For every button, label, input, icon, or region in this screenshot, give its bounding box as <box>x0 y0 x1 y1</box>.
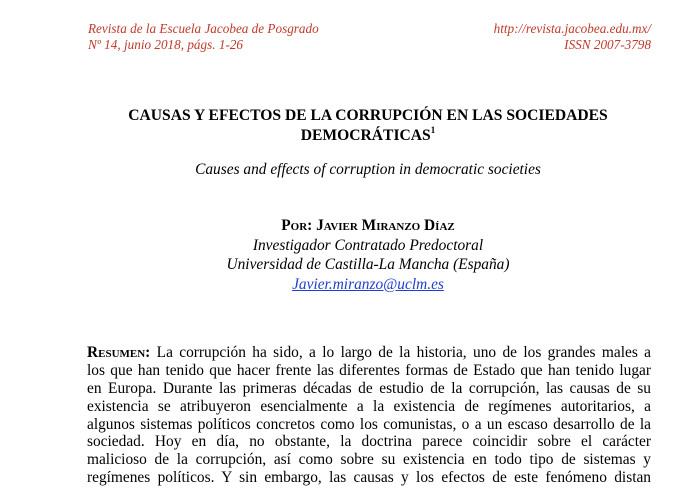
author-block <box>100 216 636 294</box>
author-position: Investigador Contratado Predoctoral <box>252 236 484 254</box>
title-line-1: CAUSAS Y EFECTOS DE LA CORRUPCIÓN EN LAS SOCIEDADES <box>128 107 608 124</box>
author-institution: Universidad de Castilla-La Mancha (España) <box>226 256 510 273</box>
title-line-2-text: DEMOCRÁTICAS <box>300 127 431 144</box>
abstract-line: malicioso de la corrupción, así como sobre su existencia en todo tipo de sistemas y <box>87 451 651 469</box>
author-email-link[interactable]: Javier.miranzo@uclm.es <box>292 275 444 293</box>
issn: ISSN 2007-3798 <box>564 37 651 52</box>
footnote-marker[interactable]: 1 <box>430 125 436 135</box>
abstract <box>87 344 651 487</box>
running-header-left <box>88 21 319 53</box>
abstract-line: algunos sistemas políticos concretos como los comunistas, o a un escaso desarrollo de la <box>87 415 651 433</box>
paper-title <box>100 106 636 146</box>
abstract-line-1 <box>87 344 651 362</box>
abstract-line: en Europa. Durante las primeras décadas de estudio de la corrupción, las causas de su <box>87 379 651 397</box>
issue-info: Nº 14, junio 2018, págs. 1-26 <box>88 37 244 52</box>
running-header-right <box>494 21 651 53</box>
author-byline: Por: Javier Miranzo Díaz <box>281 217 455 234</box>
abstract-text: La corrupción ha sido, a lo largo de la historia, uno de los grandes males a <box>150 344 651 361</box>
abstract-line: los que han tenido que hacer frente las diferentes formas de Estado que han tenido lugar <box>87 361 651 379</box>
journal-name: Revista de la Escuela Jacobea de Posgrado <box>88 21 319 36</box>
abstract-line: regímenes políticos. Y sin embargo, las causas y los efectos de este fenómeno distan <box>87 469 651 487</box>
abstract-line: existencia se atribuyeron esencialmente a la existencia de regímenes autoritarios, a <box>87 397 651 415</box>
title-line-2 <box>100 126 636 146</box>
abstract-label: Resumen: <box>87 344 151 361</box>
journal-url[interactable]: http://revista.jacobea.edu.mx/ <box>493 21 651 36</box>
abstract-line: sociedad. Hoy en día, no obstante, la doctrina parece coincidir sobre el carácter <box>87 433 651 451</box>
english-subtitle: Causes and effects of corruption in democratic societies <box>195 161 541 178</box>
